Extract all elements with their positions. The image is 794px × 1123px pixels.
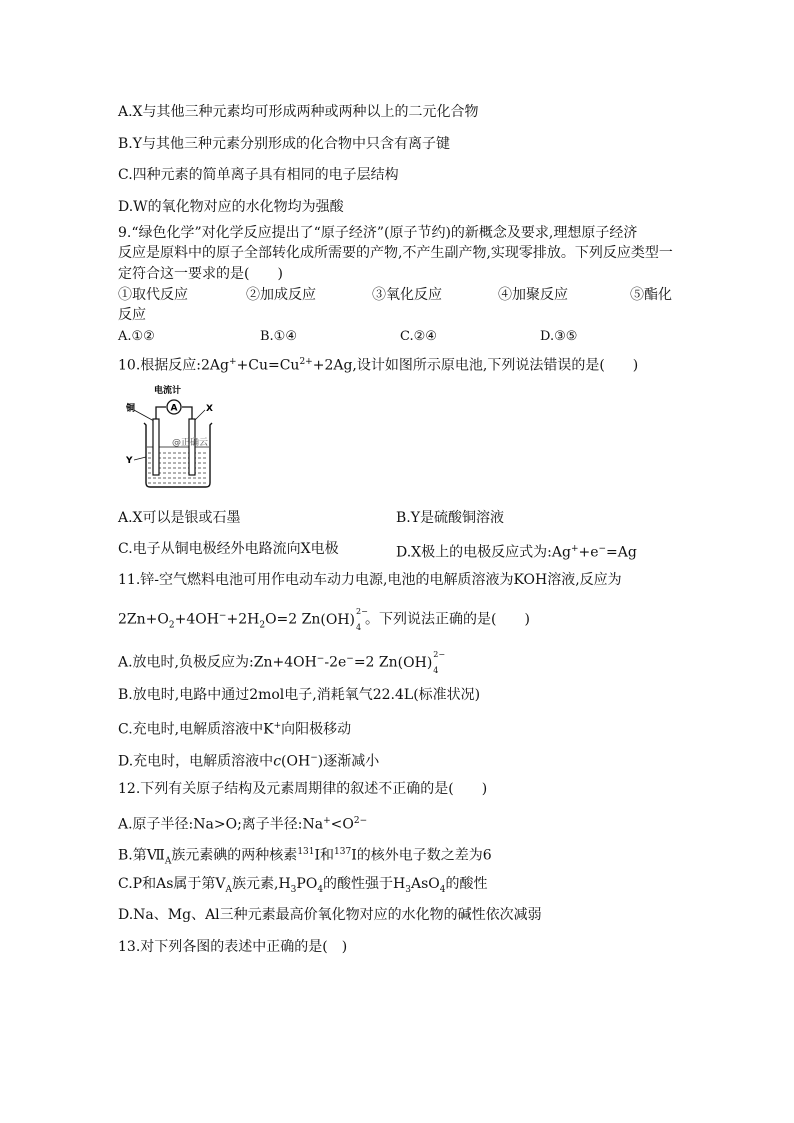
q11-equation: $2Zn+O_2+4OH^-+2H_2O=2$ Zn(OH) 2− 4 。下列说法正确的是( )	[118, 606, 530, 632]
q9-reaction-4: ④加聚反应	[498, 287, 568, 303]
q9-option-d: D.③⑤	[540, 329, 578, 344]
q9-option-c: C.②④	[400, 329, 437, 344]
q9-option-b: B.①④	[260, 329, 297, 344]
q9-reaction-5: ⑤酯化	[630, 287, 672, 303]
q8-option-c: C.四种元素的简单离子具有相同的电子层结构	[118, 167, 399, 183]
svg-text:A: A	[170, 403, 178, 414]
q9-reaction-2: ②加成反应	[246, 287, 316, 303]
q10-stem: 10.根据反应$:2Ag^++Cu=Cu^{2+}+2Ag$,设计如图所示原电池,下列说法错误的是( )	[118, 357, 639, 374]
q9-stem-line2: 反应是原料中的原子全部转化成所需要的产物,不产生副产物,实现零排放。下列反应类型一	[118, 245, 673, 261]
q10-option-b: B.Y是硫酸铜溶液	[396, 510, 504, 526]
q12-option-d: D.Na、Mg、Al三种元素最高价氧化物对应的水化物的碱性依次减弱	[118, 907, 542, 923]
fig-meter-label: 电流计	[154, 386, 182, 396]
q8-option-a: A.X与其他三种元素均可形成两种或两种以上的二元化合物	[118, 104, 479, 120]
q10-option-d: D.X极上的电极反应式为:Ag++e−=Ag	[396, 544, 637, 561]
q8-option-d: D.W的氧化物对应的水化物均为强酸	[118, 199, 344, 215]
q10-option-a: A.X可以是银或石墨	[118, 510, 241, 526]
q9-stem-line3: 定符合这一要求的是( )	[118, 266, 283, 282]
q10-option-c: C.电子从铜电极经外电路流向X电极	[118, 541, 339, 557]
fig-copper-label: 铜	[126, 404, 136, 414]
q12-option-c: C.P和As属于第$V_A$族元素$,H_3PO_4$的酸性强于$H_3AsO_4$的酸性	[118, 876, 488, 895]
q11-option-c: C.充电时,电解质溶液中K+向阳极移动	[118, 721, 352, 738]
q9-stem-line1: 9.“绿色化学”对化学反应提出了“原子经济”(原子节约)的新概念及要求,理想原子经济	[118, 225, 638, 241]
q9-reaction-3: ③氧化反应	[372, 287, 442, 303]
q8-option-b: B.Y与其他三种元素分别形成的化合物中只含有离子键	[118, 136, 450, 152]
q11-option-a: A.放电时,负极反应为:Zn+4OH−-2e−=2 Zn(OH) 2− 4	[118, 649, 446, 675]
q11-option-b: B.放电时,电路中通过2mol电子,消耗氧气22.4L(标准状况)	[118, 687, 481, 703]
q11-stem-line1: 11.锌-空气燃料电池可用作电动车动力电源,电池的电解质溶液为KOH溶液,反应为	[118, 572, 622, 588]
q12-option-b: B.第$Ⅶ_A$族元素碘的两种核素$^{131}$I和$^{137}$I的核外电子数之差为6	[118, 847, 492, 867]
q9-reaction-5-cont: 反应	[118, 307, 146, 323]
copper-electrode	[153, 419, 159, 475]
q9-reaction-1: ①取代反应	[118, 287, 188, 303]
q9-option-a: A.①②	[118, 329, 155, 344]
q12-stem: 12.下列有关原子结构及元素周期律的叙述不正确的是( )	[118, 781, 488, 797]
fig-y-label: Y	[126, 456, 133, 466]
q13-stem: 13.对下列各图的表述中正确的是( )	[118, 939, 348, 955]
fig-watermark: @正确云	[172, 438, 209, 448]
fig-x-label: X	[206, 404, 213, 414]
q12-option-a: A.原子半径:Na>O;离子半径$:Na^+<O^{2-}$	[118, 816, 368, 833]
galvanic-cell-figure	[122, 383, 232, 497]
q11-option-d: D.充电时，电解质溶液中c(OH−)逐渐减小	[118, 753, 380, 770]
